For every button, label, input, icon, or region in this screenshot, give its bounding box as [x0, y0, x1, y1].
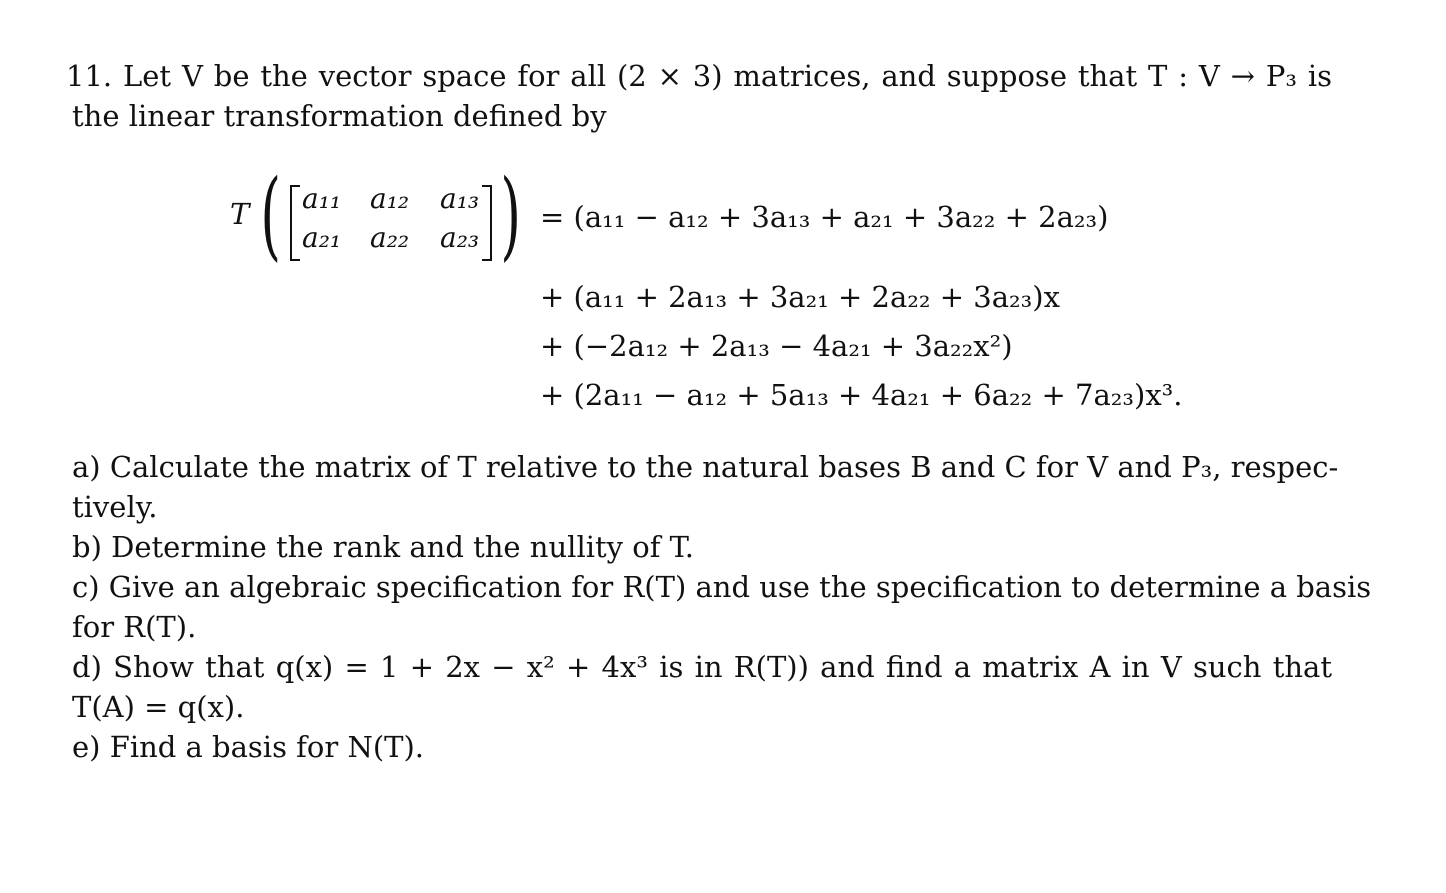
part-a-line-2: tively.	[72, 490, 158, 524]
part-a-line-1: a) Calculate the matrix of T relative to the natural bases B and C for V and P₃, respec-	[72, 450, 1339, 484]
matrix-cell: a₂₃	[440, 221, 480, 254]
rhs-line-1: = (a₁₁ − a₁₂ + 3a₁₃ + a₂₁ + 3a₂₂ + 2a₂₃)	[540, 200, 1109, 234]
part-e-line-1: e) Find a basis for N(T).	[72, 730, 425, 764]
rhs-line-3: + (−2a₁₂ + 2a₁₃ − 4a₂₁ + 3a₂₂x²)	[540, 329, 1013, 363]
right-bracket	[482, 185, 492, 261]
left-paren: (	[260, 159, 282, 271]
matrix-cell: a₁₁	[302, 182, 342, 215]
problem-intro-line-2: the linear transformation defined by	[72, 99, 607, 133]
left-bracket	[290, 185, 300, 261]
intro-text-1: Let V be the vector space for all (2 × 3) matrices, and suppose that T : V → P₃ is	[123, 59, 1332, 93]
problem-number: 11.	[66, 59, 113, 93]
problem-intro-line-1	[66, 56, 1332, 96]
part-d-line-1: d) Show that q(x) = 1 + 2x − x² + 4x³ is in R(T)) and find a matrix A in V such that	[72, 650, 1332, 684]
part-b-line-1: b) Determine the rank and the nullity of T.	[72, 530, 694, 564]
right-paren: )	[500, 159, 522, 271]
lhs-symbol: T	[230, 197, 250, 231]
matrix-cell: a₂₂	[370, 221, 410, 254]
matrix-cell: a₁₂	[370, 182, 410, 215]
matrix-cell: a₁₃	[440, 182, 480, 215]
part-c-line-2: for R(T).	[72, 610, 197, 644]
rhs-line-2: + (a₁₁ + 2a₁₃ + 3a₂₁ + 2a₂₂ + 3a₂₃)x	[540, 280, 1060, 314]
part-c-line-1: c) Give an algebraic specification for R(T) and use the specification to determine a basis	[72, 570, 1372, 604]
rhs-line-4: + (2a₁₁ − a₁₂ + 5a₁₃ + 4a₂₁ + 6a₂₂ + 7a₂₃)x³.	[540, 378, 1183, 412]
part-d-line-2: T(A) = q(x).	[72, 690, 245, 724]
matrix-cell: a₂₁	[302, 221, 342, 254]
